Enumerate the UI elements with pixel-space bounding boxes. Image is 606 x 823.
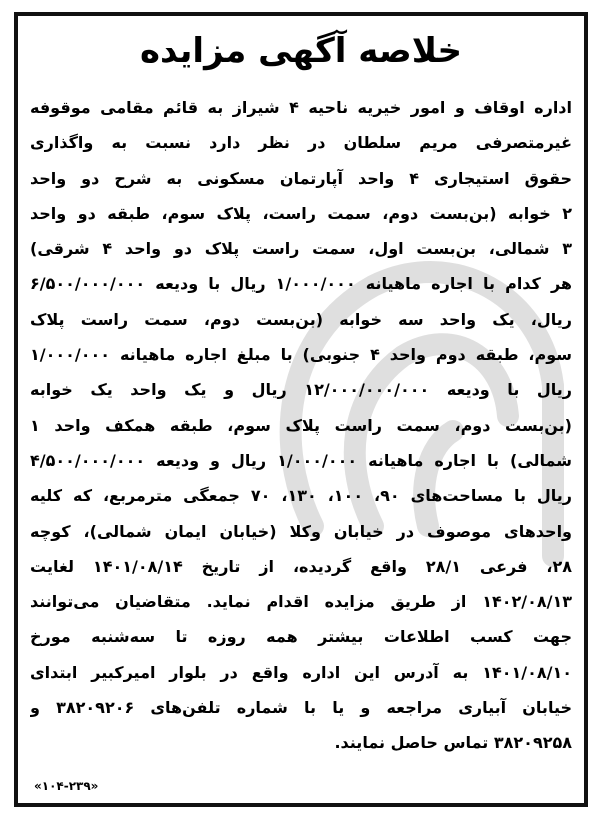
- notice-line: جهت کسب اطلاعات بیشتر همه روزه تا سه‌شنبه مورخ: [30, 627, 572, 647]
- notice-line: ۱۴۰۱/۰۸/۱۰ به آدرس این اداره واقع در بلوار امیرکبیر ابتدای: [30, 662, 572, 682]
- notice-line: (بن‌بست دوم، سمت راست پلاک سوم، طبقه همکف واحد ۱: [30, 415, 572, 435]
- notice-line: ۲۸، فرعی ۲۸/۱ واقع گردیده، از تاریخ ۱۴۰۱/۰۸/۱۴ لغایت: [30, 556, 572, 576]
- notice-line: خیابان آبیاری مراجعه و یا با شماره تلفن‌های ۳۸۲۰۹۲۰۶ و: [30, 698, 572, 718]
- notice-line: حقوق استیجاری ۴ واحد آپارتمان مسکونی به شرح دو واحد: [30, 168, 572, 188]
- notice-line: ۳۸۲۰۹۲۵۸ تماس حاصل نمایند.: [334, 733, 572, 753]
- notice-line: اداره اوقاف و امور خیریه ناحیه ۴ شیراز به قائم مقامی موقوفه: [30, 98, 572, 117]
- notice-line: هر کدام با اجاره ماهیانه ۱/۰۰۰/۰۰۰ ریال با ودیعه ۶/۵۰۰/۰۰۰/۰۰۰: [30, 274, 572, 294]
- notice-line: ۱۴۰۲/۰۸/۱۳ از طریق مزایده اقدام نماید. متقاضیان می‌توانند: [30, 592, 572, 612]
- notice-line: ریال با ودیعه ۱۲/۰۰۰/۰۰۰/۰۰۰ ریال و یک واحد یک خوابه: [30, 380, 572, 400]
- notice-line: سوم، طبقه دوم واحد ۴ جنوبی) با مبلغ اجاره ماهیانه ۱/۰۰۰/۰۰۰: [30, 345, 572, 365]
- notice-body: [30, 90, 572, 761]
- notice-line: شمالی) با اجاره ماهیانه ۱/۰۰۰/۰۰۰ ریال و ودیعه ۴/۵۰۰/۰۰۰/۰۰۰: [30, 450, 572, 470]
- notice-frame: [14, 12, 588, 807]
- notice-title: خلاصه آگهی مزایده: [139, 31, 463, 71]
- notice-code: «۱۰۴-۲۳۹»: [34, 779, 99, 793]
- notice-line: غیرمتصرفی مریم سلطان در نظر دارد نسبت به واگذاری: [30, 133, 572, 153]
- notice-line: ریال، یک واحد سه خوابه (بن‌بست دوم، سمت راست پلاک: [30, 309, 572, 329]
- notice-line: ۳ شمالی، بن‌بست اول، سمت راست پلاک دو واحد ۴ شرقی): [30, 239, 572, 259]
- notice-line: ریال با مساحت‌های ۹۰، ۱۰۰، ۱۳۰، ۷۰ جمعگی مترمربع، که کلیه: [30, 486, 572, 506]
- notice-line: ۲ خوابه (بن‌بست دوم، سمت راست، پلاک سوم، طبقه دو واحد: [30, 203, 572, 223]
- notice-line: واحدهای موصوف در خیابان وکلا (خیابان ایمان شمالی)، کوچه: [30, 521, 572, 541]
